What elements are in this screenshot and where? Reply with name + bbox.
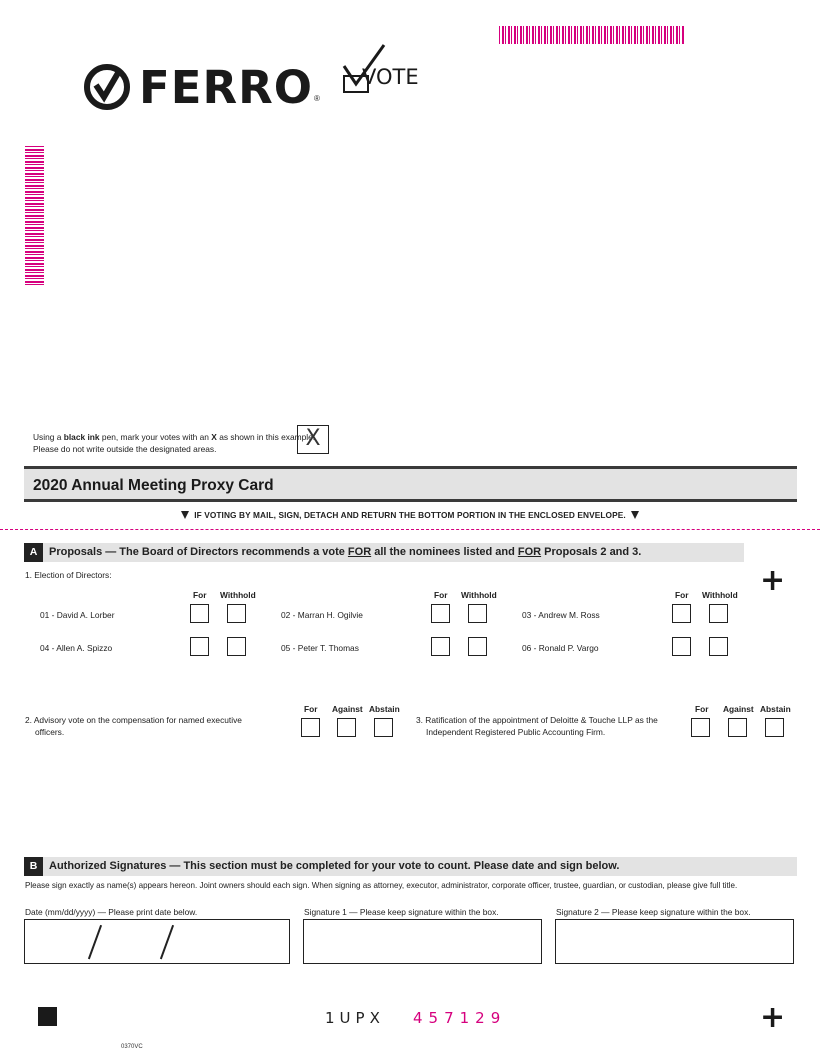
section-b-header <box>24 857 797 876</box>
col-for: For <box>695 704 709 714</box>
col-for: For <box>675 590 689 600</box>
nominee-label: 04 - Allen A. Spizzo <box>40 643 113 653</box>
section-b-title: Authorized Signatures — This section must be completed for your vote to count. Please date and sign below. <box>49 860 620 872</box>
checkbox-withhold[interactable] <box>227 637 246 656</box>
vote-logo <box>340 44 420 96</box>
registration-plus: + <box>760 563 786 598</box>
checkbox-withhold[interactable] <box>709 637 728 656</box>
down-triangle-icon <box>631 511 639 519</box>
checkbox-for[interactable] <box>301 718 320 737</box>
date-separator <box>88 925 102 959</box>
checkbox-against[interactable] <box>337 718 356 737</box>
col-for: For <box>193 590 207 600</box>
proposal-2-text: 2. Advisory vote on the compensation for named executive officers. <box>25 715 242 737</box>
signature-instruction: Please sign exactly as name(s) appears hereon. Joint owners should each sign. When signing as attorney, executor, administrator, corporate officer, trustee, guardian, or custodian, please give full title. <box>25 881 738 890</box>
checkbox-withhold[interactable] <box>468 637 487 656</box>
col-abstain: Abstain <box>369 704 400 714</box>
ferro-logo <box>83 62 320 112</box>
mail-instruction: IF VOTING BY MAIL, SIGN, DETACH AND RETURN THE BOTTOM PORTION IN THE ENCLOSED ENVELOPE. <box>0 510 820 520</box>
section-a-header <box>24 543 744 562</box>
barcode-top <box>499 26 685 44</box>
checkbox-for[interactable] <box>672 637 691 656</box>
date-label: Date (mm/dd/yyyy) — Please print date below. <box>25 907 198 917</box>
checkbox-for[interactable] <box>190 637 209 656</box>
down-triangle-icon <box>181 511 189 519</box>
barcode-left <box>25 146 44 285</box>
nominee-label: 02 - Marran H. Ogilvie <box>281 610 363 620</box>
form-number: 457129 <box>413 1009 507 1027</box>
registration-square <box>38 1007 57 1026</box>
date-separator <box>160 925 174 959</box>
checkbox-withhold[interactable] <box>709 604 728 623</box>
checkbox-for[interactable] <box>672 604 691 623</box>
col-against: Against <box>723 704 754 714</box>
col-for: For <box>304 704 318 714</box>
brand-name: FERRO <box>139 60 314 114</box>
example-mark-box: X <box>297 425 329 454</box>
nominee-label: 06 - Ronald P. Vargo <box>522 643 599 653</box>
checkbox-abstain[interactable] <box>765 718 784 737</box>
proposal-3-text: 3. Ratification of the appointment of Deloitte & Touche LLP as the Independent Registered Public Accounting Firm. <box>416 715 658 737</box>
section-letter: A <box>24 543 43 562</box>
checkbox-for[interactable] <box>691 718 710 737</box>
marking-instructions: Using a black ink pen, mark your votes with an X as shown in this example. Please do not write outside the designated areas. <box>33 432 316 454</box>
vote-text: VOTE <box>362 65 419 89</box>
section-a-title: Proposals — The Board of Directors recommends a vote FOR all the nominees listed and FOR Proposals 2 and 3. <box>49 546 642 558</box>
detach-line <box>0 529 820 530</box>
col-abstain: Abstain <box>760 704 791 714</box>
title-bar <box>24 466 797 502</box>
signature-2-label: Signature 2 — Please keep signature within the box. <box>556 907 751 917</box>
election-label: 1. Election of Directors: <box>25 570 112 580</box>
signature-1-label: Signature 1 — Please keep signature within the box. <box>304 907 499 917</box>
checkbox-withhold[interactable] <box>468 604 487 623</box>
nominee-label: 01 - David A. Lorber <box>40 610 115 620</box>
signature-1-field[interactable] <box>303 919 542 964</box>
checkbox-for[interactable] <box>431 604 450 623</box>
col-against: Against <box>332 704 363 714</box>
col-withhold: Withhold <box>220 590 256 600</box>
checkbox-abstain[interactable] <box>374 718 393 737</box>
brand-reg-mark: ® <box>314 94 320 103</box>
date-field[interactable] <box>24 919 290 964</box>
check-circle-icon <box>83 63 131 111</box>
col-withhold: Withhold <box>461 590 497 600</box>
checkbox-withhold[interactable] <box>227 604 246 623</box>
nominee-label: 03 - Andrew M. Ross <box>522 610 600 620</box>
checkbox-against[interactable] <box>728 718 747 737</box>
registration-plus: + <box>760 1000 786 1035</box>
checkbox-for[interactable] <box>190 604 209 623</box>
checkbox-for[interactable] <box>431 637 450 656</box>
col-for: For <box>434 590 448 600</box>
card-title: 2020 Annual Meeting Proxy Card <box>33 477 274 494</box>
signature-2-field[interactable] <box>555 919 794 964</box>
nominee-label: 05 - Peter T. Thomas <box>281 643 359 653</box>
form-code: 1UPX <box>325 1009 385 1027</box>
footer-small-code: 0370VC <box>121 1044 143 1050</box>
section-letter: B <box>24 857 43 876</box>
col-withhold: Withhold <box>702 590 738 600</box>
